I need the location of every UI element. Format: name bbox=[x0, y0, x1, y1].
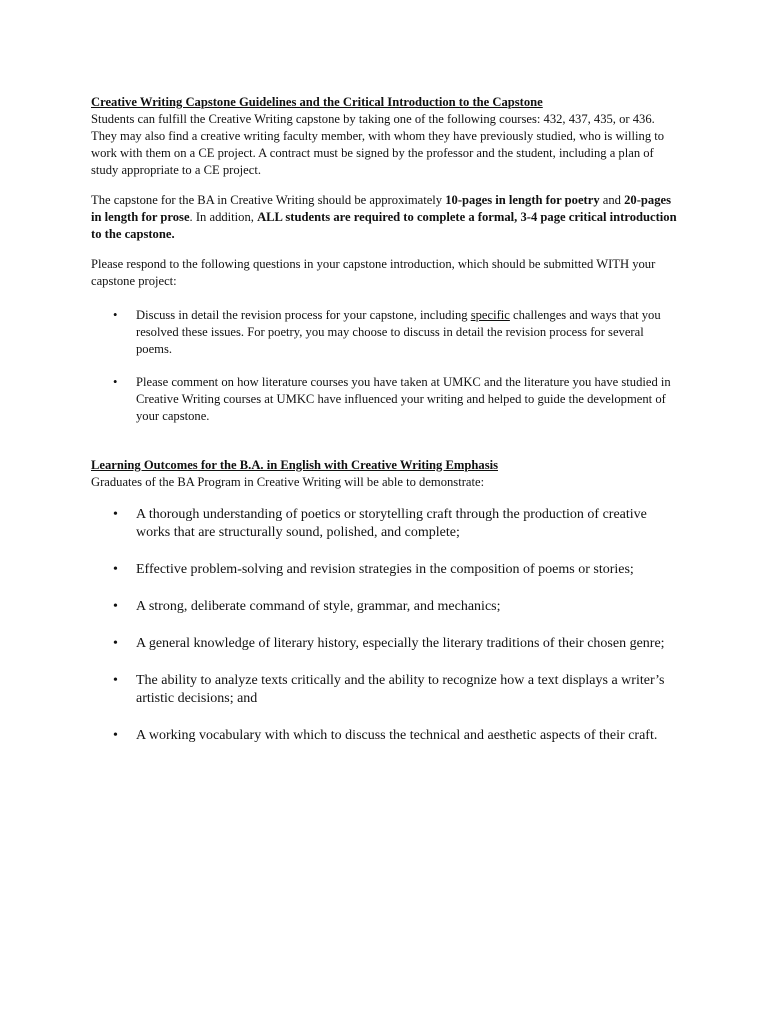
learning-outcomes-heading: Learning Outcomes for the B.A. in English with Creative Writing Emphasis bbox=[91, 458, 498, 472]
list-item bbox=[91, 307, 681, 358]
bullet-icon: • bbox=[113, 308, 118, 322]
list-item bbox=[91, 598, 681, 616]
bullet-icon: • bbox=[113, 599, 118, 614]
respond-instructions-paragraph: Please respond to the following questions in your capstone introduction, which should be submitted WITH your capstone project: bbox=[91, 257, 656, 288]
bullet-icon: • bbox=[113, 728, 118, 743]
list-item bbox=[91, 635, 681, 653]
prose-length-bold: 20-pages in length for prose bbox=[91, 193, 672, 224]
literature-influence-question-text: Please comment on how literature courses you have taken at UMKC and the literature you have studied in Creative Writing courses at UMKC have influenced your writing and helped to guide the development of your capstone. bbox=[136, 375, 671, 423]
revision-question-text-pre: Discuss in detail the revision process for your capstone, including bbox=[136, 308, 471, 322]
list-item bbox=[91, 727, 681, 745]
outcome-text: A working vocabulary with which to discuss the technical and aesthetic aspects of their craft. bbox=[136, 728, 658, 743]
bullet-icon: • bbox=[113, 673, 118, 688]
list-item bbox=[91, 506, 681, 542]
revision-question-text-post: challenges and ways that you resolved these issues. For poetry, you may choose to discuss in detail the revision process for several poems. bbox=[136, 308, 661, 356]
length-text-2: and bbox=[599, 193, 625, 207]
outcome-text: Effective problem-solving and revision strategies in the composition of poems or stories; bbox=[136, 562, 634, 577]
capstone-length-paragraph bbox=[91, 192, 681, 243]
bullet-icon: • bbox=[113, 507, 118, 522]
list-item bbox=[91, 672, 681, 708]
learning-outcomes-intro: Graduates of the BA Program in Creative Writing will be able to demonstrate: bbox=[91, 475, 485, 489]
outcome-text: A thorough understanding of poetics or storytelling craft through the production of creative works that are structurally sound, polished, and complete; bbox=[136, 507, 647, 540]
bullet-icon: • bbox=[113, 375, 118, 389]
outcome-text: A general knowledge of literary history, especially the literary traditions of their chosen genre; bbox=[136, 636, 665, 651]
capstone-intro-paragraph: Students can fulfill the Creative Writing capstone by taking one of the following courses: 432, 437, 435, or 436. They may also find a creative writing faculty member, with whom they have previously studied, who is willing to work with them on a CE project. A contract must be signed by the professor and the student, including a plan of study appropriate to a CE project. bbox=[91, 112, 665, 177]
learning-outcomes-section bbox=[91, 457, 681, 745]
specific-underlined-word: specific bbox=[470, 308, 510, 322]
critical-intro-requirement-bold: ALL students are required to complete a formal, 3-4 page critical introduction to the capstone. bbox=[91, 210, 677, 241]
introduction-questions-list bbox=[91, 307, 681, 425]
length-text-3: . In addition, bbox=[189, 210, 258, 224]
bullet-icon: • bbox=[113, 636, 118, 651]
capstone-guidelines-heading: Creative Writing Capstone Guidelines and the Critical Introduction to the Capstone bbox=[91, 95, 543, 109]
list-item bbox=[91, 374, 681, 425]
length-text-1: The capstone for the BA in Creative Writing should be approximately bbox=[91, 193, 446, 207]
outcome-text: A strong, deliberate command of style, grammar, and mechanics; bbox=[136, 599, 501, 614]
document-page bbox=[91, 94, 681, 745]
outcome-text: The ability to analyze texts critically and the ability to recognize how a text displays a writer’s artistic decisions; and bbox=[136, 673, 665, 706]
capstone-guidelines-section bbox=[91, 94, 681, 425]
list-item bbox=[91, 561, 681, 579]
learning-outcomes-list bbox=[91, 506, 681, 745]
bullet-icon: • bbox=[113, 562, 118, 577]
poetry-length-bold: 10-pages in length for poetry bbox=[445, 193, 600, 207]
